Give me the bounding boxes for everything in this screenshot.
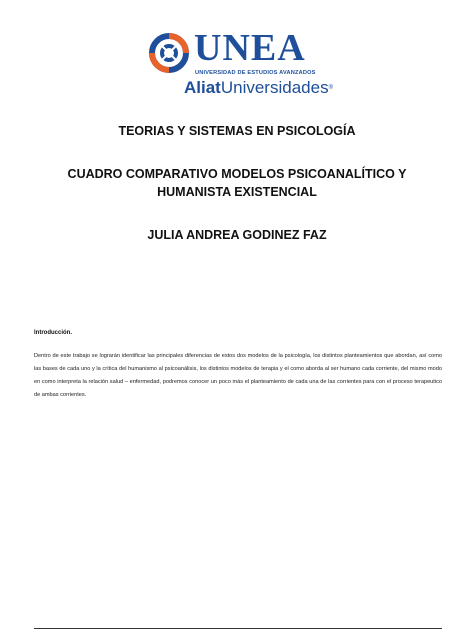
- document-title: CUADRO COMPARATIVO MODELOS PSICOANALÍTICO Y HUMANISTA EXISTENCIAL: [67, 167, 407, 199]
- unea-emblem-icon: [148, 32, 190, 74]
- logo-group-name: [184, 78, 333, 98]
- course-subject: TEORIAS Y SISTEMAS EN PSICOLOGÍA: [118, 124, 356, 138]
- logo-group-bold-text: Aliat: [184, 78, 221, 97]
- intro-heading: Introducción.: [34, 330, 72, 336]
- author-name: JULIA ANDREA GODINEZ FAZ: [147, 228, 327, 242]
- page-bottom-rule: [34, 628, 442, 629]
- intro-paragraph: Dentro de este trabajo se lograrán identificar las principales diferencias de estos dos modelos de la psicología, los distintos planteamientos que abordan, así como las bases de cada uno y la crítica del humanismo al psicoanálisis, los distintos modelos de terapia y el como aborda al ser humano cada corriente, del mismo modo en como interpreta la relación salud – enfermedad, podremos conocer un poco más el planteamiento de cada una de las corrientes para con el proceso terapeutico de ambas corrientes.: [34, 353, 442, 398]
- logo-group-light-text: Universidades: [220, 78, 329, 97]
- university-logo: [148, 27, 333, 102]
- logo-subtitle: UNIVERSIDAD DE ESTUDIOS AVANZADOS: [195, 70, 316, 76]
- registered-mark: ®: [328, 85, 333, 91]
- logo-wordmark: UNEA: [194, 27, 306, 69]
